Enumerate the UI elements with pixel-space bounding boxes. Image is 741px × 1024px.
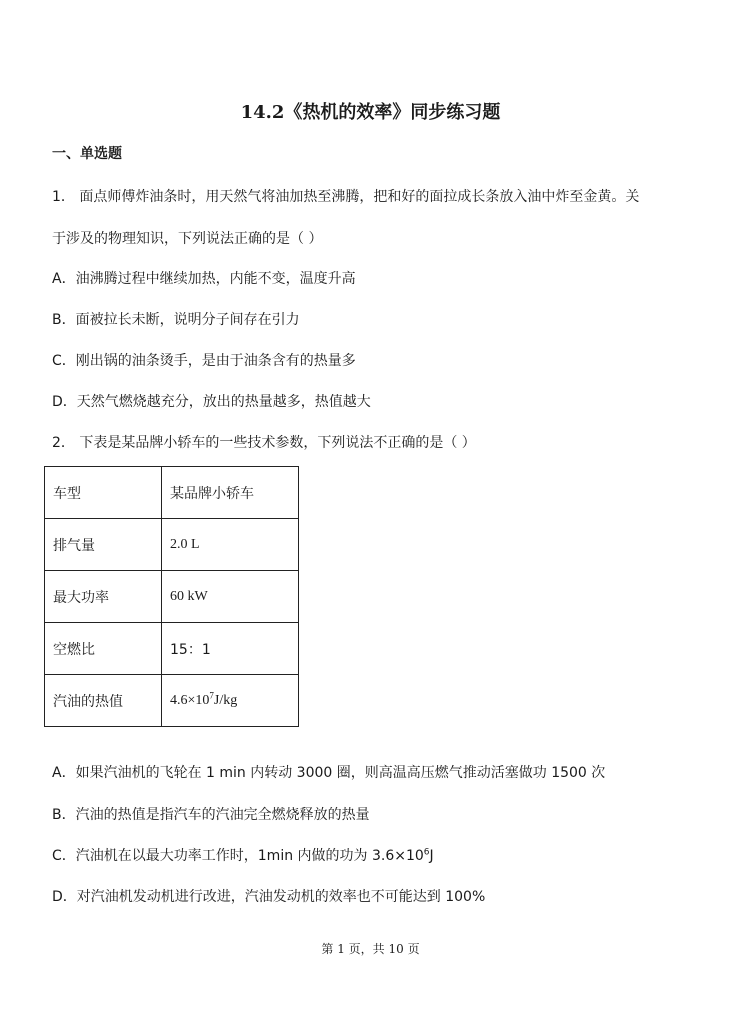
question-2-option-b: B．汽油的热值是指汽车的汽油完全燃烧释放的热量 — [52, 807, 370, 823]
table-value — [162, 675, 299, 727]
question-1-stem-line2: 于涉及的物理知识，下列说法正确的是（ ） — [52, 231, 323, 247]
page-footer: 第 1 页，共 10 页 — [321, 942, 420, 956]
table-label: 汽油的热值 — [45, 675, 162, 727]
question-1-option-a: A．油沸腾过程中继续加热，内能不变，温度升高 — [52, 271, 356, 287]
table-row — [45, 571, 299, 623]
heat-value-unit: J/kg — [213, 692, 238, 708]
question-1-option-d: D．天然气燃烧越充分，放出的热量越多，热值越大 — [52, 394, 371, 410]
question-2-stem: 2． 下表是某品牌小轿车的一些技术参数，下列说法不正确的是（ ） — [52, 435, 476, 451]
table-value: 某品牌小轿车 — [162, 467, 299, 519]
heat-value-exponent: 7 — [209, 689, 214, 700]
question-2-option-a: A．如果汽油机的飞轮在 1 min 内转动 3000 圈，则高温高压燃气推动活塞做功 1500 次 — [52, 765, 606, 781]
section-heading: 一、单选题 — [52, 146, 122, 162]
question-2-option-d: D．对汽油机发动机进行改进，汽油发动机的效率也不可能达到 100% — [52, 889, 486, 905]
table-label: 排气量 — [45, 519, 162, 571]
heat-value-base: 4.6×10 — [170, 692, 210, 708]
table-value: 15：1 — [162, 623, 299, 675]
question-1-option-c: C．刚出锅的油条烫手，是由于油条含有的热量多 — [52, 353, 356, 369]
question-2-option-c — [52, 845, 434, 865]
spec-table — [44, 466, 299, 727]
table-label: 车型 — [45, 467, 162, 519]
table-value: 60 kW — [162, 571, 299, 623]
table-label: 最大功率 — [45, 571, 162, 623]
table-row — [45, 519, 299, 571]
page-title: 14.2《热机的效率》同步练习题 — [240, 102, 501, 123]
question-1-option-b: B．面被拉长未断，说明分子间存在引力 — [52, 312, 300, 328]
table-row — [45, 467, 299, 519]
option-c-unit: J — [429, 848, 434, 864]
table-label: 空燃比 — [45, 623, 162, 675]
table-value: 2.0 L — [162, 519, 299, 571]
question-1-stem-line1: 1． 面点师傅炸油条时，用天然气将油加热至沸腾，把和好的面拉成长条放入油中炸至金黄。关 — [52, 189, 640, 205]
option-c-text: C．汽油机在以最大功率工作时，1min 内做的功为 3.6×10 — [52, 848, 424, 864]
option-c-exponent: 6 — [423, 847, 430, 858]
table-row — [45, 623, 299, 675]
table-row — [45, 675, 299, 727]
